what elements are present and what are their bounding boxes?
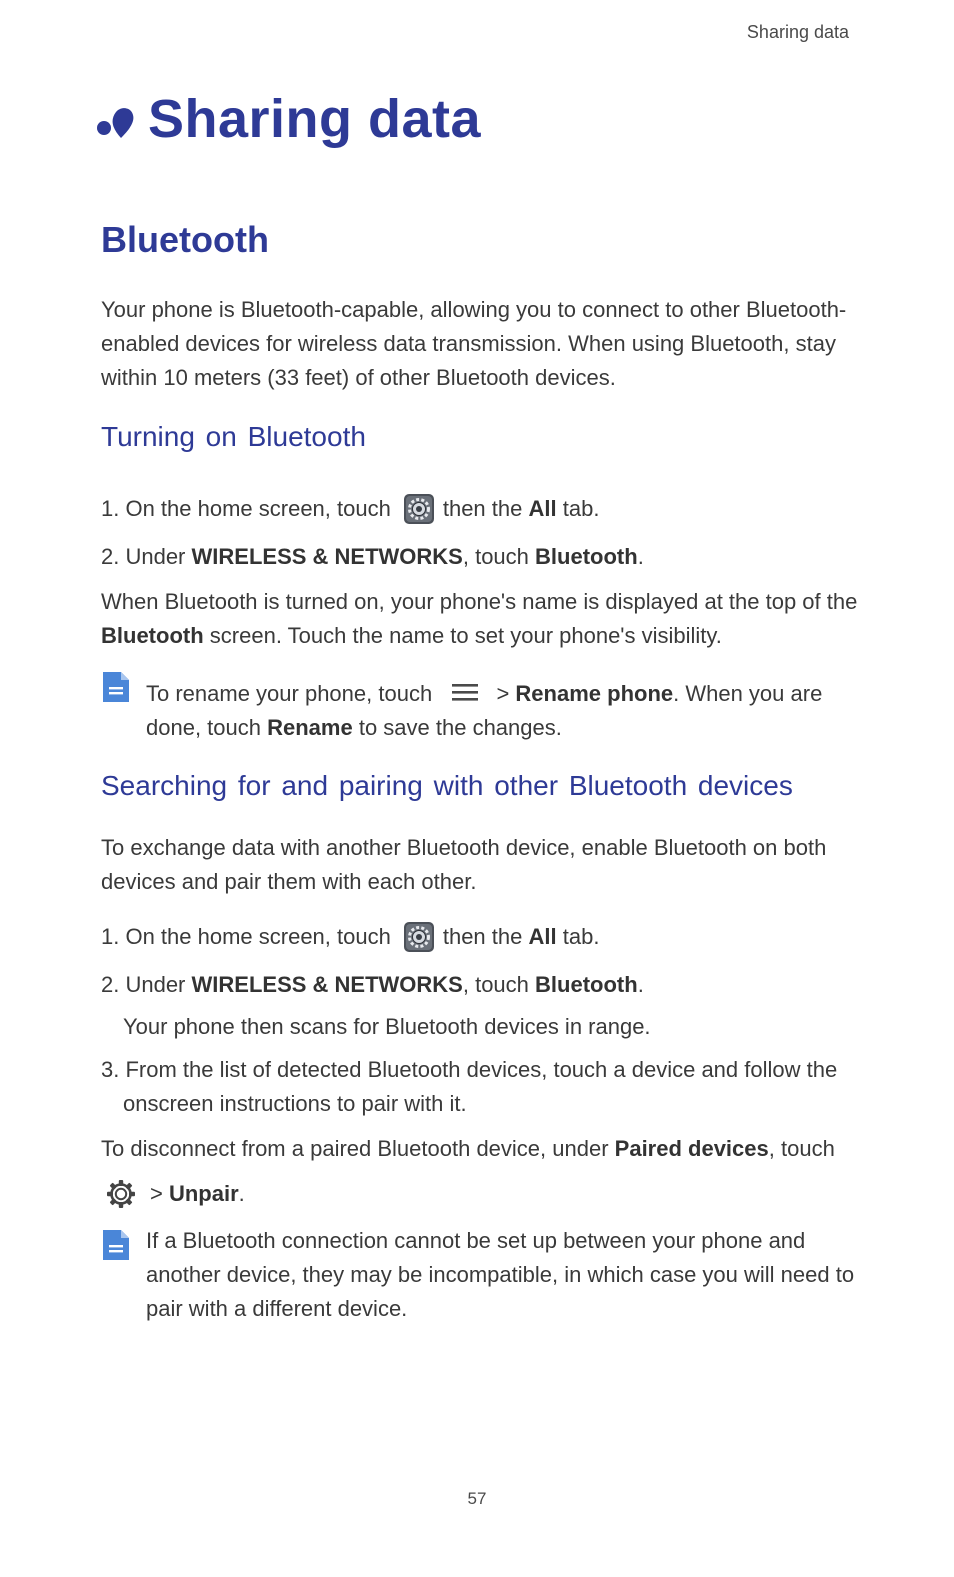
section-title: Bluetooth (101, 219, 269, 260)
step-2-pairing: 2. Under WIRELESS & NETWORKS , touch Bluetooth . (101, 972, 644, 997)
rename-note: To rename your phone, touch > Rename phone. When you are done, touch Rename to save the changes. (146, 681, 823, 740)
running-header: Sharing data (746, 22, 849, 42)
pairing-intro: To exchange data with another Bluetooth device, enable Bluetooth on both devices and pair them with each other. (101, 835, 827, 894)
menu-icon (450, 681, 480, 703)
step-2-pairing-detail: Your phone then scans for Bluetooth devices in range. (123, 1014, 651, 1039)
chapter-heading (94, 88, 481, 150)
step-1-pairing: 1. On the home screen, touch then the All tab. (101, 920, 599, 954)
incompatible-note: If a Bluetooth connection cannot be set up between your phone and another device, they may be incompatible, in which case you will need to pair with a different device. (146, 1228, 855, 1321)
share-drops-icon (94, 96, 140, 142)
step-1-turning-on: 1. On the home screen, touch then the All tab. (101, 492, 599, 526)
section-intro: Your phone is Bluetooth-capable, allowing you to connect to other Bluetooth-enabled devices for wireless data transmission. When using Bluetooth, stay within 10 meters (33 feet) of other Bluetooth devices. (101, 297, 847, 390)
settings-app-icon (403, 493, 435, 525)
bluetooth-on-paragraph: When Bluetooth is turned on, your phone's name is displayed at the top of the Bluetooth screen. Touch the name to set your phone's visibility. (101, 589, 858, 648)
subsection-title-pairing: Searching for and pairing with other Bluetooth devices (101, 770, 793, 801)
disconnect-line-2: > Unpair . (106, 1177, 245, 1211)
page-number: 57 (467, 1489, 487, 1508)
chapter-title: Sharing data (148, 89, 482, 149)
subsection-title-turning-on: Turning on Bluetooth (101, 421, 366, 452)
note-icon (101, 670, 131, 704)
settings-app-icon (403, 921, 435, 953)
gear-icon (106, 1179, 136, 1209)
disconnect-line-1: To disconnect from a paired Bluetooth device, under Paired devices , touch (101, 1136, 835, 1161)
step-2-turning-on: 2. Under WIRELESS & NETWORKS , touch Bluetooth . (101, 544, 644, 569)
step-3-line-1: 3. From the list of detected Bluetooth devices, touch a device and follow the (101, 1057, 838, 1082)
step-3-line-2: onscreen instructions to pair with it. (123, 1091, 467, 1116)
note-icon (101, 1228, 131, 1262)
